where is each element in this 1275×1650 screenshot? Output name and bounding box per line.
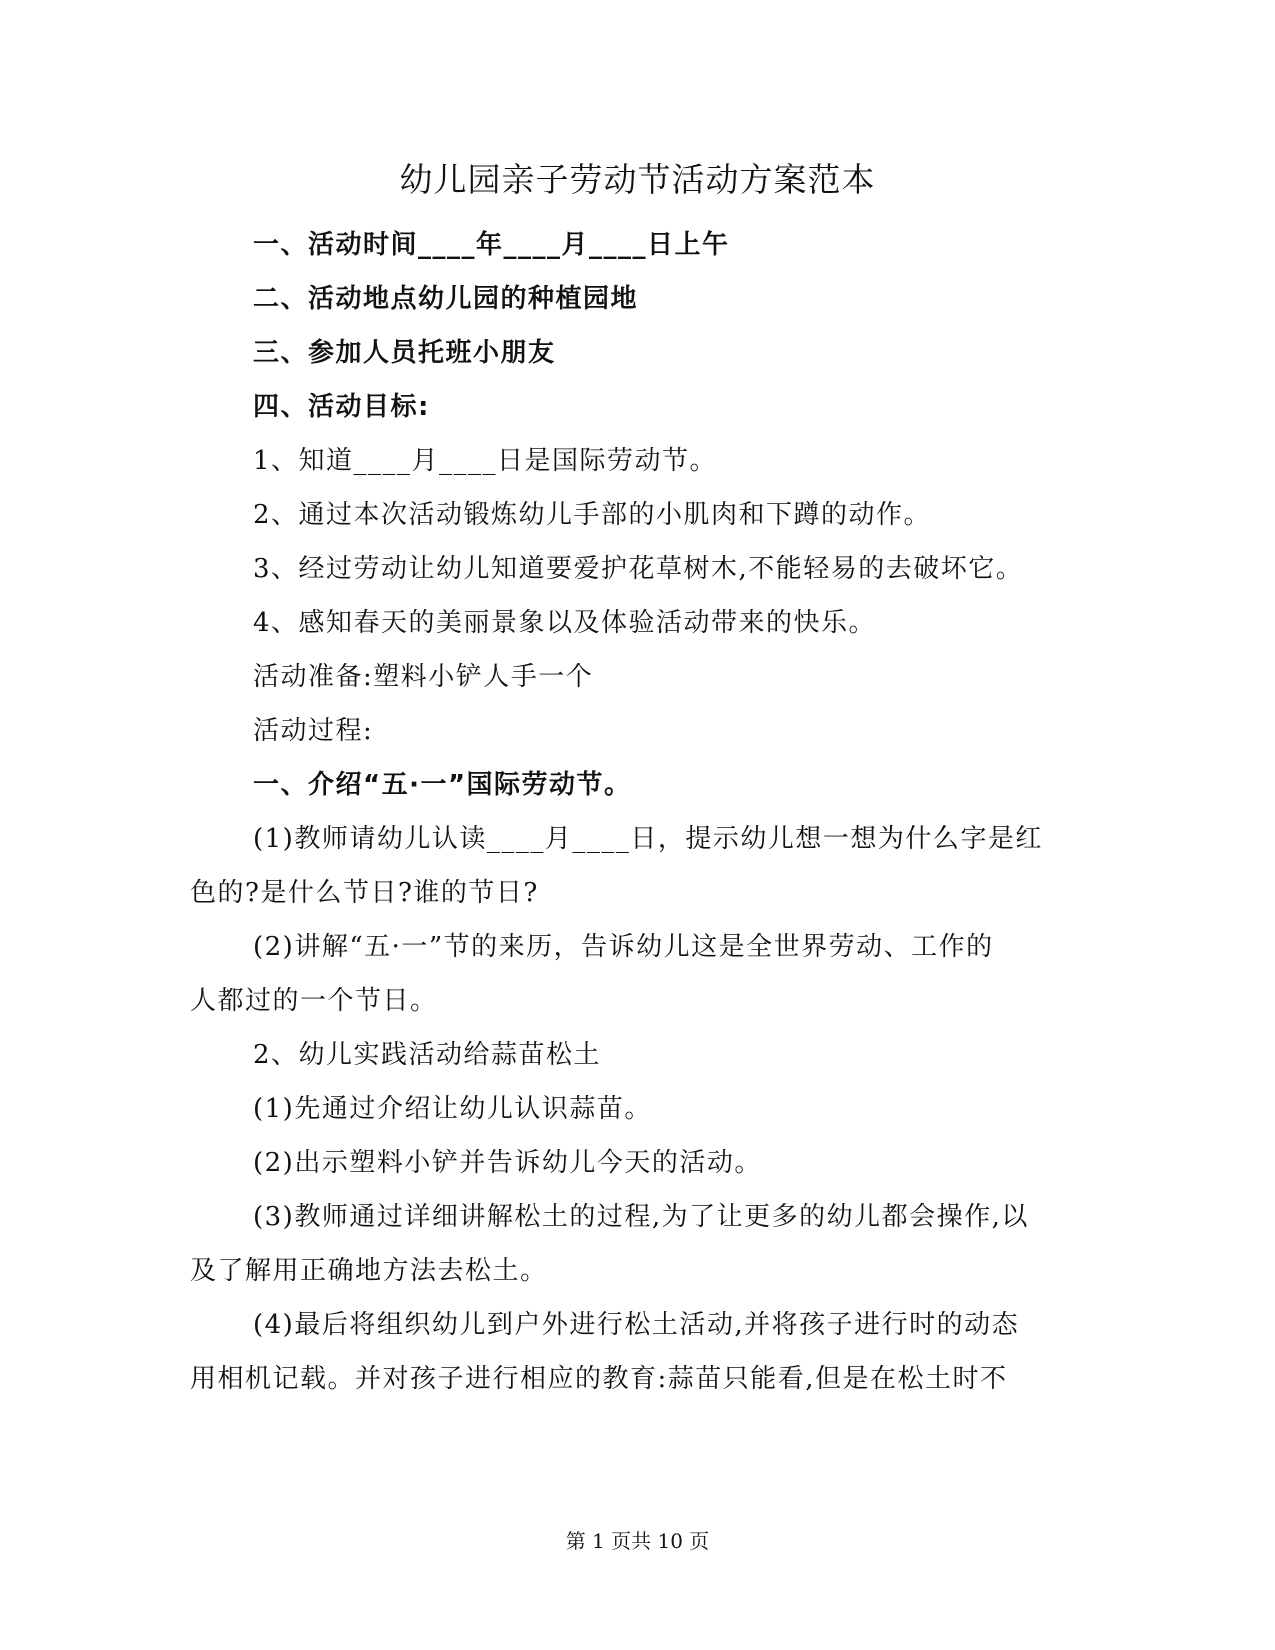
preparation: 活动准备:塑料小铲人手一个	[253, 662, 594, 692]
paragraph-line: (1)先通过介绍让幼儿认识蒜苗。	[253, 1094, 652, 1124]
process-step-2-heading: 2、幼儿实践活动给蒜苗松土	[253, 1040, 602, 1070]
paragraph-line: (2)讲解“五·一”节的来历，告诉幼儿这是全世界劳动、工作的	[253, 932, 994, 962]
page-footer: 第 1 页共 10 页	[565, 1529, 710, 1553]
section-participants: 三、参加人员托班小朋友	[253, 338, 556, 368]
paragraph-line: 用相机记载。并对孩子进行相应的教育:蒜苗只能看,但是在松土时不	[190, 1364, 1008, 1394]
paragraph-line: 及了解用正确地方法去松土。	[190, 1256, 548, 1286]
goal-item-3: 3、经过劳动让幼儿知道要爱护花草树木,不能轻易的去破坏它。	[253, 554, 1024, 584]
process-step-1-heading: 一、介绍“五·一”国际劳动节。	[253, 770, 632, 800]
paragraph-line: (1)教师请幼儿认读____月____日，提示幼儿想一想为什么字是红	[253, 824, 1043, 854]
section-goals: 四、活动目标:	[253, 392, 430, 422]
paragraph-line: (4)最后将组织幼儿到户外进行松土活动,并将孩子进行时的动态	[253, 1310, 1020, 1340]
section-location: 二、活动地点幼儿园的种植园地	[253, 284, 639, 314]
paragraph-line: 人都过的一个节日。	[190, 986, 438, 1016]
paragraph-line: (3)教师通过详细讲解松土的过程,为了让更多的幼儿都会操作,以	[253, 1202, 1029, 1232]
section-time: 一、活动时间____年____月____日上午	[253, 230, 730, 260]
document-title: 幼儿园亲子劳动节活动方案范本	[399, 160, 876, 199]
paragraph-line: 色的?是什么节日?谁的节日?	[190, 878, 539, 908]
goal-item-2: 2、通过本次活动锻炼幼儿手部的小肌肉和下蹲的动作。	[253, 500, 932, 530]
goal-item-4: 4、感知春天的美丽景象以及体验活动带来的快乐。	[253, 608, 877, 638]
process-heading: 活动过程:	[253, 716, 374, 746]
goal-item-1: 1、知道____月____日是国际劳动节。	[253, 446, 718, 476]
paragraph-line: (2)出示塑料小铲并告诉幼儿今天的活动。	[253, 1148, 762, 1178]
